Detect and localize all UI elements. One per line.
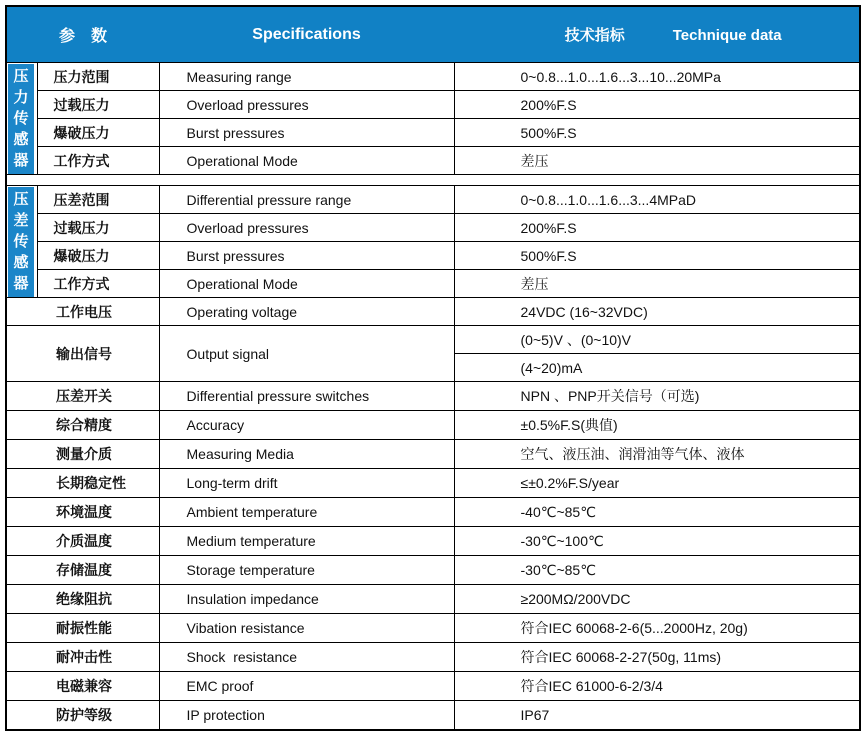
- param-name: 工作方式: [37, 147, 159, 175]
- spec-name: Operational Mode: [159, 270, 454, 298]
- spec-value: 符合IEC 60068-2-27(50g, 11ms): [454, 643, 860, 672]
- spec-value: (4~20)mA: [454, 354, 860, 382]
- spec-name: Accuracy: [159, 411, 454, 440]
- param-name: 测量介质: [6, 440, 159, 469]
- group-label-text: 压力传感器: [8, 64, 34, 174]
- param-name: 工作电压: [6, 298, 159, 326]
- header-tech-zh: 技术指标: [564, 27, 625, 44]
- param-name: 工作方式: [37, 270, 159, 298]
- header-technique-data: [454, 6, 860, 63]
- spec-name: Differential pressure range: [159, 186, 454, 214]
- spec-name: Ambient temperature: [159, 498, 454, 527]
- spec-name: Vibation resistance: [159, 614, 454, 643]
- table-row: [6, 326, 860, 354]
- spec-value: -30℃~100℃: [454, 527, 860, 556]
- table-row: [6, 672, 860, 701]
- header-param: 参 数: [6, 6, 159, 63]
- param-name: 过载压力: [37, 214, 159, 242]
- table-row: [6, 556, 860, 585]
- spec-name: Burst pressures: [159, 242, 454, 270]
- param-name: 耐冲击性: [6, 643, 159, 672]
- param-name: 输出信号: [6, 326, 159, 382]
- param-name: 耐振性能: [6, 614, 159, 643]
- spec-name: Storage temperature: [159, 556, 454, 585]
- table-row: [6, 498, 860, 527]
- param-name: 环境温度: [6, 498, 159, 527]
- spec-name: Overload pressures: [159, 214, 454, 242]
- spec-name: Operational Mode: [159, 147, 454, 175]
- header-specifications: Specifications: [159, 6, 454, 63]
- table-row: [6, 585, 860, 614]
- param-name: 绝缘阻抗: [6, 585, 159, 614]
- spec-name: Overload pressures: [159, 91, 454, 119]
- spec-value: (0~5)V 、(0~10)V: [454, 326, 860, 354]
- param-name: 压差范围: [37, 186, 159, 214]
- table-row: [6, 91, 860, 119]
- table-row: [6, 382, 860, 411]
- spec-name: Long-term drift: [159, 469, 454, 498]
- spec-name: Output signal: [159, 326, 454, 382]
- param-name: 电磁兼容: [6, 672, 159, 701]
- spec-name: Operating voltage: [159, 298, 454, 326]
- spec-name: Differential pressure switches: [159, 382, 454, 411]
- param-name: 存储温度: [6, 556, 159, 585]
- table-row: [6, 63, 860, 91]
- table-row: [6, 186, 860, 214]
- spec-value: 空气、液压油、润滑油等气体、液体: [454, 440, 860, 469]
- table-row: [6, 119, 860, 147]
- spec-name: EMC proof: [159, 672, 454, 701]
- spec-value: 200%F.S: [454, 91, 860, 119]
- spec-name: Shock resistance: [159, 643, 454, 672]
- param-name: 过载压力: [37, 91, 159, 119]
- group-label-diff-pressure-sensor: [6, 186, 37, 298]
- spec-value: 24VDC (16~32VDC): [454, 298, 860, 326]
- table-row: [6, 643, 860, 672]
- table-row: [6, 469, 860, 498]
- table-row: [6, 411, 860, 440]
- table-row: [6, 701, 860, 730]
- spec-name: Measuring range: [159, 63, 454, 91]
- spec-value: 0~0.8...1.0...1.6...3...4MPaD: [454, 186, 860, 214]
- spec-value: ≤±0.2%F.S/year: [454, 469, 860, 498]
- spec-value: 500%F.S: [454, 119, 860, 147]
- spec-value: 500%F.S: [454, 242, 860, 270]
- spec-table: [5, 5, 861, 731]
- group-separator: [6, 175, 860, 186]
- param-name: 长期稳定性: [6, 469, 159, 498]
- spec-value: 差压: [454, 147, 860, 175]
- header-tech-en: Technique data: [672, 27, 782, 44]
- spec-value: 0~0.8...1.0...1.6...3...10...20MPa: [454, 63, 860, 91]
- param-name: 爆破压力: [37, 119, 159, 147]
- header-row: [6, 6, 860, 63]
- spec-value: NPN 、PNP开关信号（可选): [454, 382, 860, 411]
- group-label-text: 压差传感器: [8, 187, 34, 297]
- spec-value: ≥200MΩ/200VDC: [454, 585, 860, 614]
- spec-value: -40℃~85℃: [454, 498, 860, 527]
- param-name: 压差开关: [6, 382, 159, 411]
- table-row: [6, 214, 860, 242]
- spec-value: 差压: [454, 270, 860, 298]
- spec-name: Medium temperature: [159, 527, 454, 556]
- spec-value: -30℃~85℃: [454, 556, 860, 585]
- group-label-pressure-sensor: [6, 63, 37, 175]
- param-name: 介质温度: [6, 527, 159, 556]
- param-name: 压力范围: [37, 63, 159, 91]
- table-row: [6, 440, 860, 469]
- spec-value: 符合IEC 60068-2-6(5...2000Hz, 20g): [454, 614, 860, 643]
- spec-name: Insulation impedance: [159, 585, 454, 614]
- spec-name: Measuring Media: [159, 440, 454, 469]
- param-name: 综合精度: [6, 411, 159, 440]
- param-name: 爆破压力: [37, 242, 159, 270]
- table-row: [6, 147, 860, 175]
- table-row: [6, 270, 860, 298]
- table-row: [6, 298, 860, 326]
- spec-value: IP67: [454, 701, 860, 730]
- spec-name: Burst pressures: [159, 119, 454, 147]
- param-name: 防护等级: [6, 701, 159, 730]
- table-row: [6, 614, 860, 643]
- spec-name: IP protection: [159, 701, 454, 730]
- spec-value: 200%F.S: [454, 214, 860, 242]
- spec-value: 符合IEC 61000-6-2/3/4: [454, 672, 860, 701]
- table-row: [6, 242, 860, 270]
- spec-value: ±0.5%F.S(典值): [454, 411, 860, 440]
- separator-cell: [6, 175, 860, 186]
- table-row: [6, 527, 860, 556]
